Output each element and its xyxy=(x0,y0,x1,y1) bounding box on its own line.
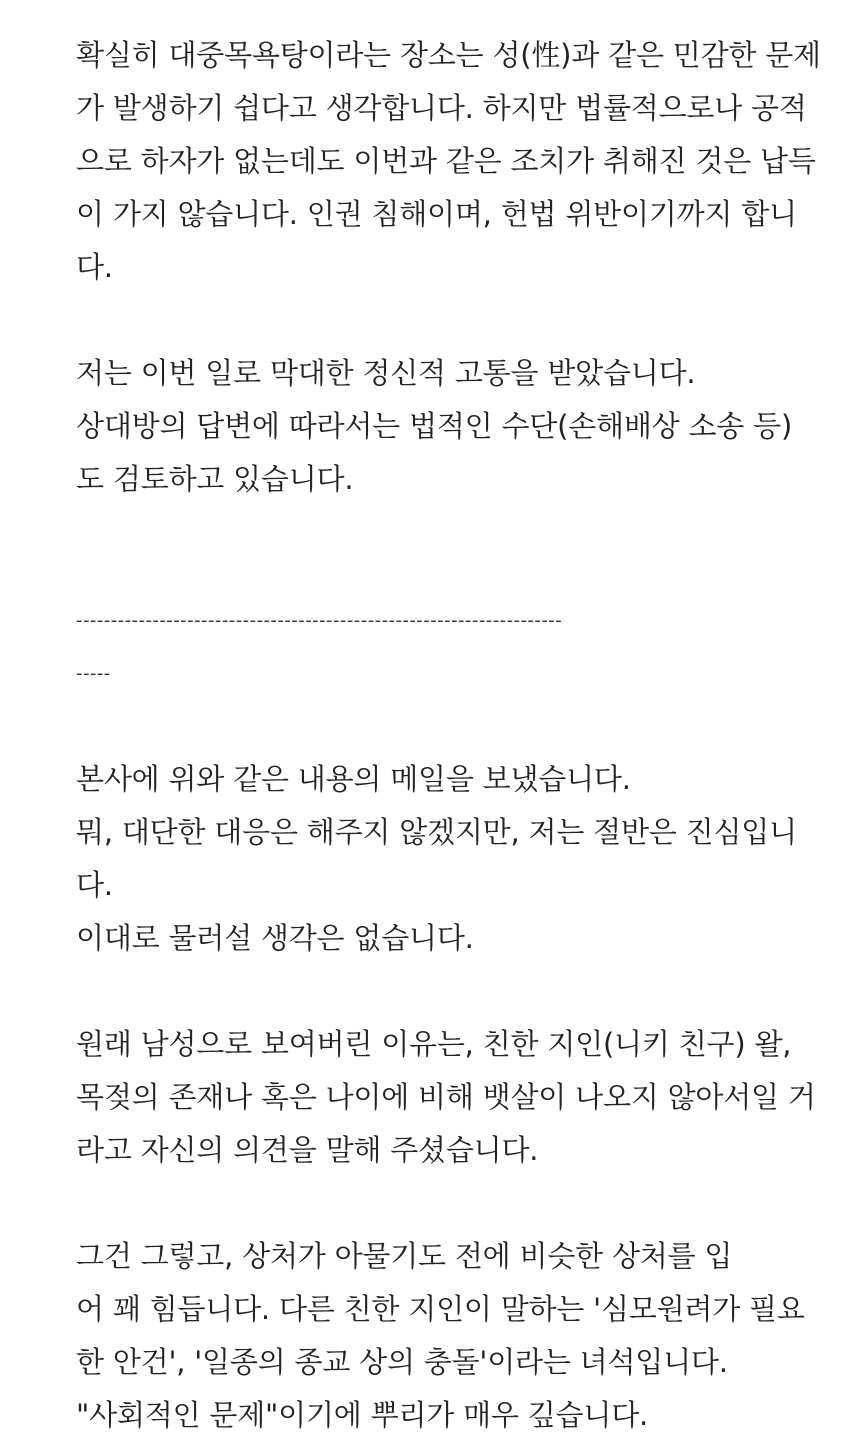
paragraph-gap xyxy=(76,965,796,1018)
paragraph-gap xyxy=(76,506,796,559)
text-line: 그건 그렇고, 상처가 아물기도 전에 비슷한 상처를 입 xyxy=(76,1239,733,1273)
paragraph-2 xyxy=(76,347,796,506)
separator-line: ---------------------------------------------------------------------- xyxy=(76,610,563,631)
text-line: 뭐, 대단한 대응은 해주지 않겠지만, 저는 절반은 진심입니 xyxy=(76,815,797,849)
text-line: "사회적인 문제"이기에 뿌리가 매우 깊습니다. xyxy=(76,1398,649,1432)
article-body xyxy=(76,29,821,1442)
text-line: 이대로 물러설 생각은 없습니다. xyxy=(76,921,474,955)
text-line: 원래 남성으로 보여버린 이유는, 친한 지인(니키 친구) 왈, xyxy=(76,1027,792,1061)
text-line: 라고 자신의 의견을 말해 주셨습니다. xyxy=(76,1133,539,1167)
paragraph-1 xyxy=(76,29,821,294)
paragraph-gap xyxy=(76,1177,796,1230)
text-line: 다. xyxy=(76,868,113,902)
paragraph-gap xyxy=(76,700,796,753)
text-line: 가 발생하기 쉽다고 생각합니다. 하지만 법률적으로나 공적 xyxy=(76,91,807,125)
paragraph-gap xyxy=(76,294,796,347)
paragraph-4 xyxy=(76,1018,816,1177)
text-line: 도 검토하고 있습니다. xyxy=(76,462,354,496)
paragraph-5 xyxy=(76,1230,805,1442)
text-line: 저는 이번 일로 막대한 정신적 고통을 받았습니다. xyxy=(76,356,696,390)
text-line: 이 가지 않습니다. 인권 침해이며, 헌법 위반이기까지 합니 xyxy=(76,197,797,231)
text-line: 어 꽤 힘듭니다. 다른 친한 지인이 말하는 '심모원려가 필요 xyxy=(76,1292,805,1326)
text-line: 한 안건', '일종의 종교 상의 충돌'이라는 녀석입니다. xyxy=(76,1345,728,1379)
paragraph-gap xyxy=(76,559,796,594)
text-line: 으로 하자가 없는데도 이번과 같은 조치가 취해진 것은 납득 xyxy=(76,144,816,178)
separator-rule xyxy=(76,594,796,700)
text-line: 목젖의 존재나 혹은 나이에 비해 뱃살이 나오지 않아서일 거 xyxy=(76,1080,816,1114)
text-line: 상대방의 답변에 따라서는 법적인 수단(손해배상 소송 등) xyxy=(76,409,793,443)
paragraph-3 xyxy=(76,753,796,965)
text-line: 본사에 위와 같은 내용의 메일을 보냈습니다. xyxy=(76,762,631,796)
text-line: 확실히 대중목욕탕이라는 장소는 성(性)과 같은 민감한 문제 xyxy=(76,38,821,72)
text-line: 다. xyxy=(76,250,113,284)
separator-line: ----- xyxy=(76,663,111,684)
